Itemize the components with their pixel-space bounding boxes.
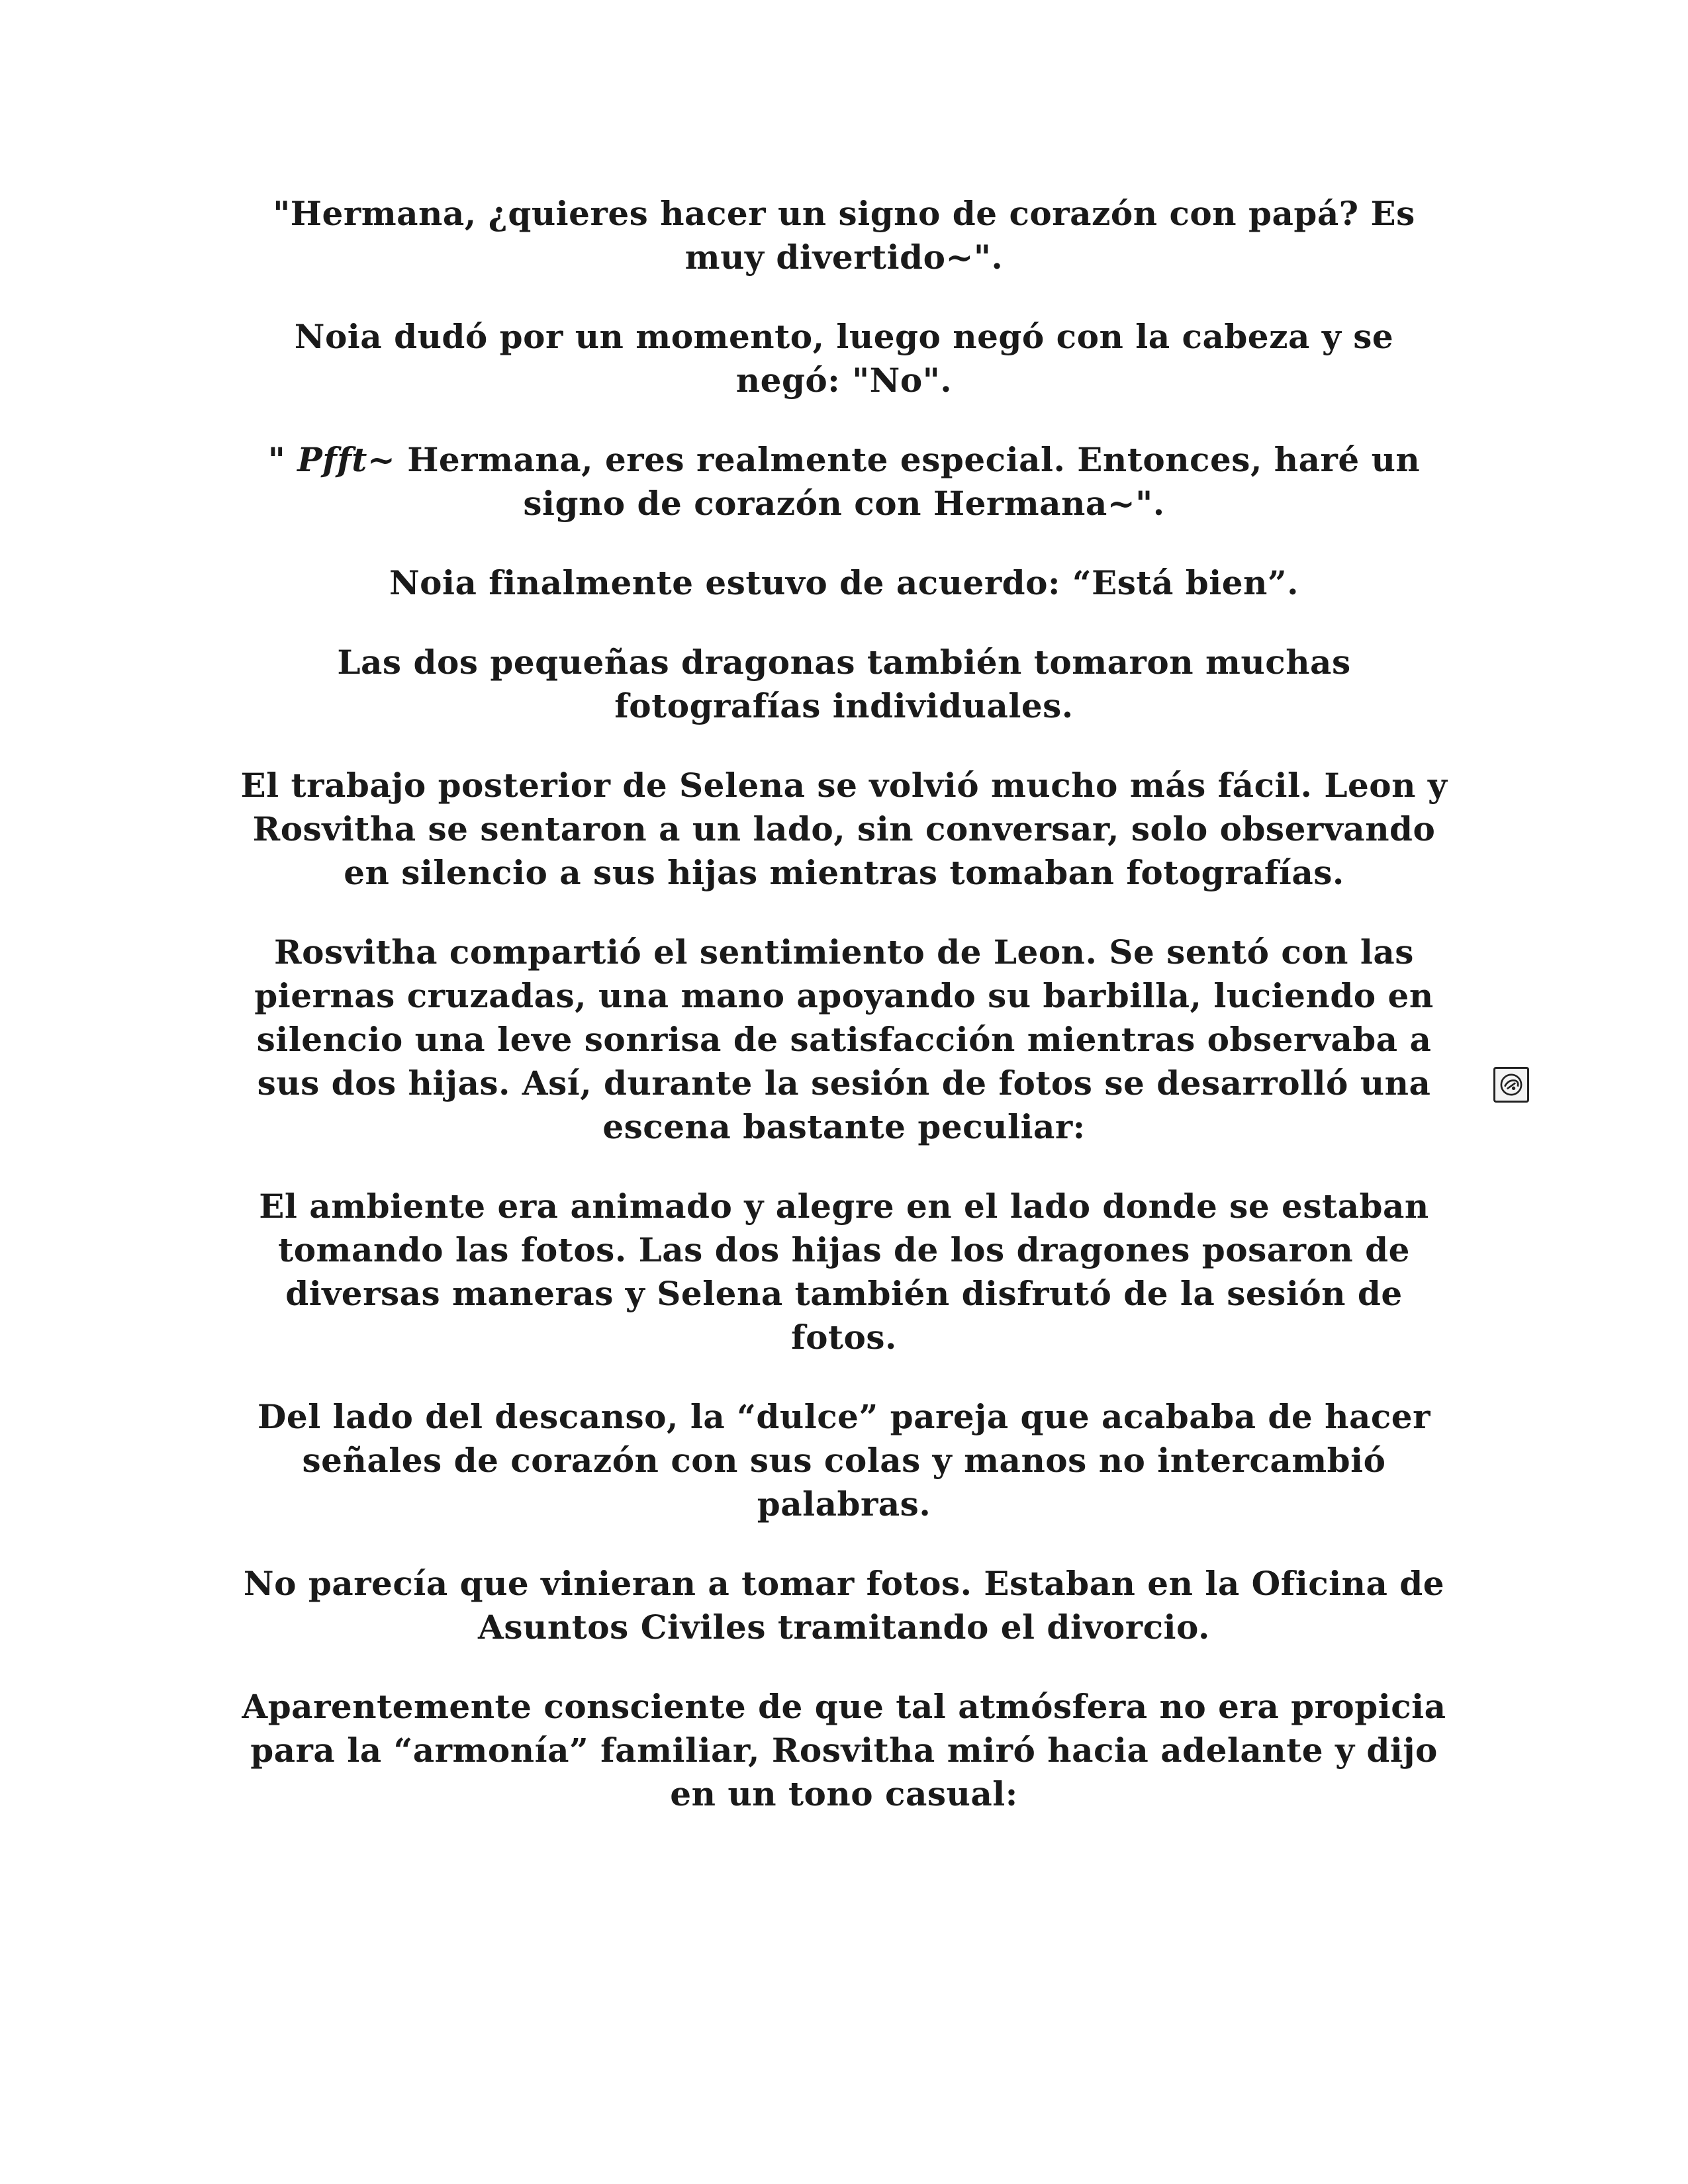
paragraph-6: El trabajo posterior de Selena se volvió mucho más fácil. Leon y Rosvitha se sentaron a un lado, sin conversar, solo observando en silencio a sus hijas mientras tomaban fotografías. xyxy=(240,766,1448,892)
paragraph-3-prefix: " xyxy=(267,440,298,479)
paragraph-5: Las dos pequeñas dragonas también tomaron muchas fotografías individuales. xyxy=(337,643,1351,725)
paragraph-4: Noia finalmente estuvo de acuerdo: “Está bien”. xyxy=(389,563,1299,602)
paragraph-1: "Hermana, ¿quieres hacer un signo de corazón con papá? Es muy divertido~". xyxy=(273,194,1415,277)
paragraph-7: Rosvitha compartió el sentimiento de Leon. Se sentó con las piernas cruzadas, una mano apoyando su barbilla, luciendo en silencio una leve sonrisa de satisfacción mientras observaba a sus dos hijas. Así, durante la sesión de fotos se desarrolló una escena bastante peculiar: xyxy=(254,933,1434,1146)
paragraph-9: Del lado del descanso, la “dulce” pareja que acababa de hacer señales de corazón con sus colas y manos no intercambió palabras. xyxy=(258,1397,1430,1524)
story-text xyxy=(238,192,1450,1852)
paragraph-2: Noia dudó por un momento, luego negó con la cabeza y se negó: "No". xyxy=(294,317,1394,400)
paragraph-10: No parecía que vinieran a tomar fotos. Estaban en la Oficina de Asuntos Civiles tramitando el divorcio. xyxy=(243,1564,1445,1647)
paragraph-3-suffix: Hermana, eres realmente especial. Entonces, haré un signo de corazón con Hermana~". xyxy=(395,440,1421,523)
paragraph-11: Aparentemente consciente de que tal atmósfera no era propicia para la “armonía” familiar, Rosvitha miró hacia adelante y dijo en un tono casual: xyxy=(242,1687,1446,1813)
paragraph-8: El ambiente era animado y alegre en el lado donde se estaban tomando las fotos. Las dos hijas de los dragones posaron de diversas maneras y Selena también disfrutó de la sesión de fotos. xyxy=(259,1187,1429,1357)
emblem-icon[interactable] xyxy=(1493,1067,1529,1103)
paragraph-3 xyxy=(238,438,1450,525)
paragraph-3-emphasis: Pfft~ xyxy=(297,440,396,479)
emblem-icon-graphic xyxy=(1495,1069,1527,1101)
